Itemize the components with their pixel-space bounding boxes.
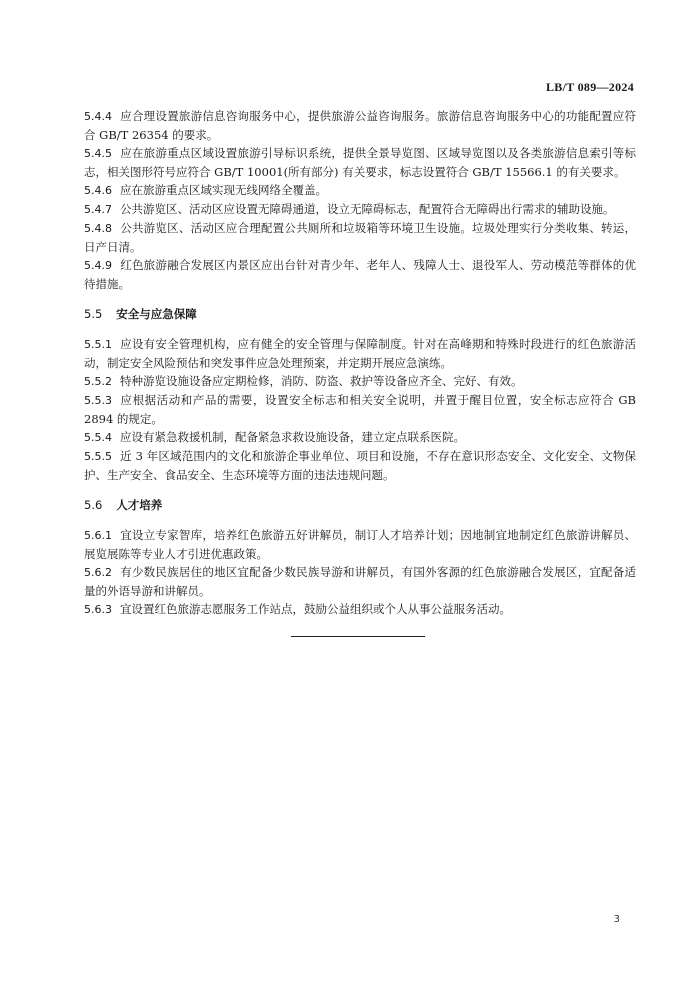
clause-text: 宜设置红色旅游志愿服务工作站点，鼓励公益组织或个人从事公益服务活动。: [120, 602, 511, 616]
clause-5-6-3: [84, 600, 636, 619]
clause-number: 5.6.1: [84, 529, 112, 542]
clause-text: 公共游览区、活动区应设置无障碍通道，设立无障碍标志，配置符合无障碍出行需求的辅助设施。: [120, 202, 615, 216]
clause-text: 特种游览设施设备应定期检修，消防、防盗、救护等设备应齐全、完好、有效。: [120, 374, 523, 388]
clause-group-5-4: [84, 107, 636, 293]
clause-number: 5.4.9: [84, 259, 112, 272]
clause-group-5-5: [84, 335, 636, 484]
clause-5-5-1: [84, 335, 636, 372]
clause-5-5-3: [84, 391, 636, 428]
section-title: 人才培养: [116, 498, 163, 512]
section-title: 安全与应急保障: [116, 307, 197, 321]
clause-text: 公共游览区、活动区应合理配置公共厕所和垃圾箱等环境卫生设施。垃圾处理实行分类收集、转运，日产日清。: [84, 221, 636, 254]
clause-5-5-2: [84, 372, 636, 391]
clause-5-4-6: [84, 181, 636, 200]
clause-5-4-4: [84, 107, 636, 144]
clause-text: 红色旅游融合发展区内景区应出台针对青少年、老年人、残障人士、退役军人、劳动模范等群体的优待措施。: [84, 258, 636, 291]
clause-text: 应根据活动和产品的需要，设置安全标志和相关安全说明，并置于醒目位置，安全标志应符合 GB 2894 的规定。: [84, 393, 636, 426]
clause-5-4-9: [84, 256, 636, 293]
clause-text: 应合理设置旅游信息咨询服务中心，提供旅游公益咨询服务。旅游信息咨询服务中心的功能配置应符合 GB/T 26354 的要求。: [84, 109, 636, 142]
clause-5-4-5: [84, 144, 636, 181]
clause-text: 应设有安全管理机构，应有健全的安全管理与保障制度。针对在高峰期和特殊时段进行的红色旅游活动，制定安全风险预估和突发事件应急处理预案，并定期开展应急演练。: [84, 337, 636, 370]
clause-number: 5.5.3: [84, 394, 112, 407]
end-of-document-line: [291, 636, 425, 637]
clause-number: 5.5.4: [84, 431, 112, 444]
section-number: 5.5: [84, 307, 103, 321]
clause-number: 5.4.6: [84, 184, 112, 197]
clause-5-6-2: [84, 563, 636, 600]
clause-5-4-7: [84, 200, 636, 219]
clause-text: 应在旅游重点区域实现无线网络全覆盖。: [120, 183, 327, 197]
clause-number: 5.4.4: [84, 110, 112, 123]
clause-text: 宜设立专家智库，培养红色旅游五好讲解员，制订人才培养计划；因地制宜地制定红色旅游讲解员、展览展陈等专业人才引进优惠政策。: [84, 528, 636, 561]
clause-text: 近 3 年区域范围内的文化和旅游企事业单位、项目和设施，不存在意识形态安全、文化安全、文物保护、生产安全、食品安全、生态环境等方面的违法违规问题。: [84, 449, 636, 482]
document-code: LB/T 089—2024: [545, 80, 634, 94]
section-number: 5.6: [84, 498, 103, 512]
clause-number: 5.4.8: [84, 222, 112, 235]
page-number: 3: [613, 914, 620, 925]
clause-number: 5.6.2: [84, 566, 112, 579]
clause-text: 有少数民族居住的地区宜配备少数民族导游和讲解员，有国外客源的红色旅游融合发展区，宜配备适量的外语导游和讲解员。: [84, 565, 636, 598]
clause-number: 5.4.5: [84, 147, 112, 160]
clause-group-5-6: [84, 526, 636, 619]
clause-number: 5.4.7: [84, 203, 112, 216]
clause-text: 应在旅游重点区域设置旅游引导标识系统，提供全景导览图、区域导览图以及各类旅游信息索引等标志，相关图形符号应符合 GB/T 10001(所有部分) 有关要求，标志设置符合 GB/T 15566.1 的有关要求。: [84, 146, 636, 179]
clause-text: 应设有紧急救援机制，配备紧急求救设施设备，建立定点联系医院。: [120, 430, 465, 444]
clause-5-4-8: [84, 219, 636, 256]
section-heading-5-5: [84, 305, 636, 323]
clause-5-6-1: [84, 526, 636, 563]
page-content: [84, 107, 636, 619]
clause-number: 5.5.1: [84, 338, 112, 351]
clause-5-5-4: [84, 428, 636, 447]
clause-number: 5.5.2: [84, 375, 112, 388]
clause-number: 5.5.5: [84, 450, 112, 463]
clause-5-5-5: [84, 447, 636, 484]
clause-number: 5.6.3: [84, 603, 112, 616]
section-heading-5-6: [84, 496, 636, 514]
